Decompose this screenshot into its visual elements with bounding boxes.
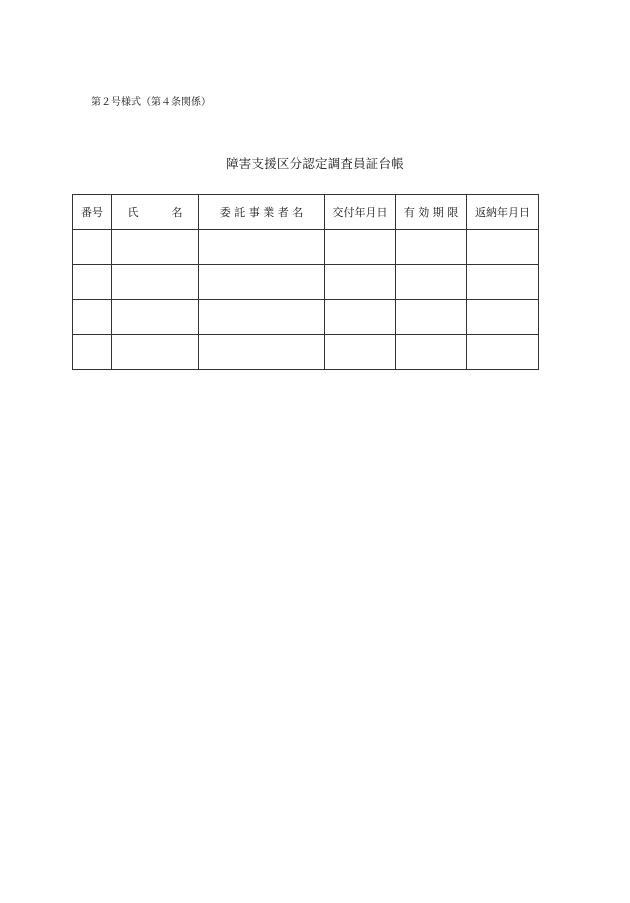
cell-issue-date bbox=[325, 335, 396, 370]
header-entrusted-business: 委 託 事 業 者 名 bbox=[199, 195, 325, 230]
document-title: 障害支援区分認定調査員証台帳 bbox=[226, 156, 404, 171]
cell-return-date bbox=[467, 300, 539, 335]
cell-valid-period bbox=[396, 230, 467, 265]
cell-number bbox=[73, 265, 112, 300]
cell-name bbox=[112, 300, 199, 335]
table-row bbox=[73, 230, 539, 265]
header-number: 番号 bbox=[73, 195, 112, 230]
cell-valid-period bbox=[396, 300, 467, 335]
cell-valid-period bbox=[396, 265, 467, 300]
cell-number bbox=[73, 335, 112, 370]
cell-issue-date bbox=[325, 230, 396, 265]
cell-name bbox=[112, 265, 199, 300]
header-return-date: 返納年月日 bbox=[467, 195, 539, 230]
table-row bbox=[73, 300, 539, 335]
cell-return-date bbox=[467, 265, 539, 300]
header-issue-date: 交付年月日 bbox=[325, 195, 396, 230]
cell-issue-date bbox=[325, 300, 396, 335]
cell-issue-date bbox=[325, 265, 396, 300]
header-name: 氏 名 bbox=[112, 195, 199, 230]
cell-entrusted-business bbox=[199, 300, 325, 335]
cell-name bbox=[112, 230, 199, 265]
cell-return-date bbox=[467, 335, 539, 370]
table-header-row bbox=[73, 195, 539, 230]
cell-number bbox=[73, 230, 112, 265]
cell-entrusted-business bbox=[199, 335, 325, 370]
cell-entrusted-business bbox=[199, 265, 325, 300]
form-number-label: 第２号様式（第４条関係） bbox=[91, 97, 211, 108]
register-table bbox=[72, 194, 539, 370]
cell-valid-period bbox=[396, 335, 467, 370]
cell-entrusted-business bbox=[199, 230, 325, 265]
table-row bbox=[73, 335, 539, 370]
header-valid-period: 有 効 期 限 bbox=[396, 195, 467, 230]
cell-name bbox=[112, 335, 199, 370]
cell-number bbox=[73, 300, 112, 335]
cell-return-date bbox=[467, 230, 539, 265]
table-row bbox=[73, 265, 539, 300]
